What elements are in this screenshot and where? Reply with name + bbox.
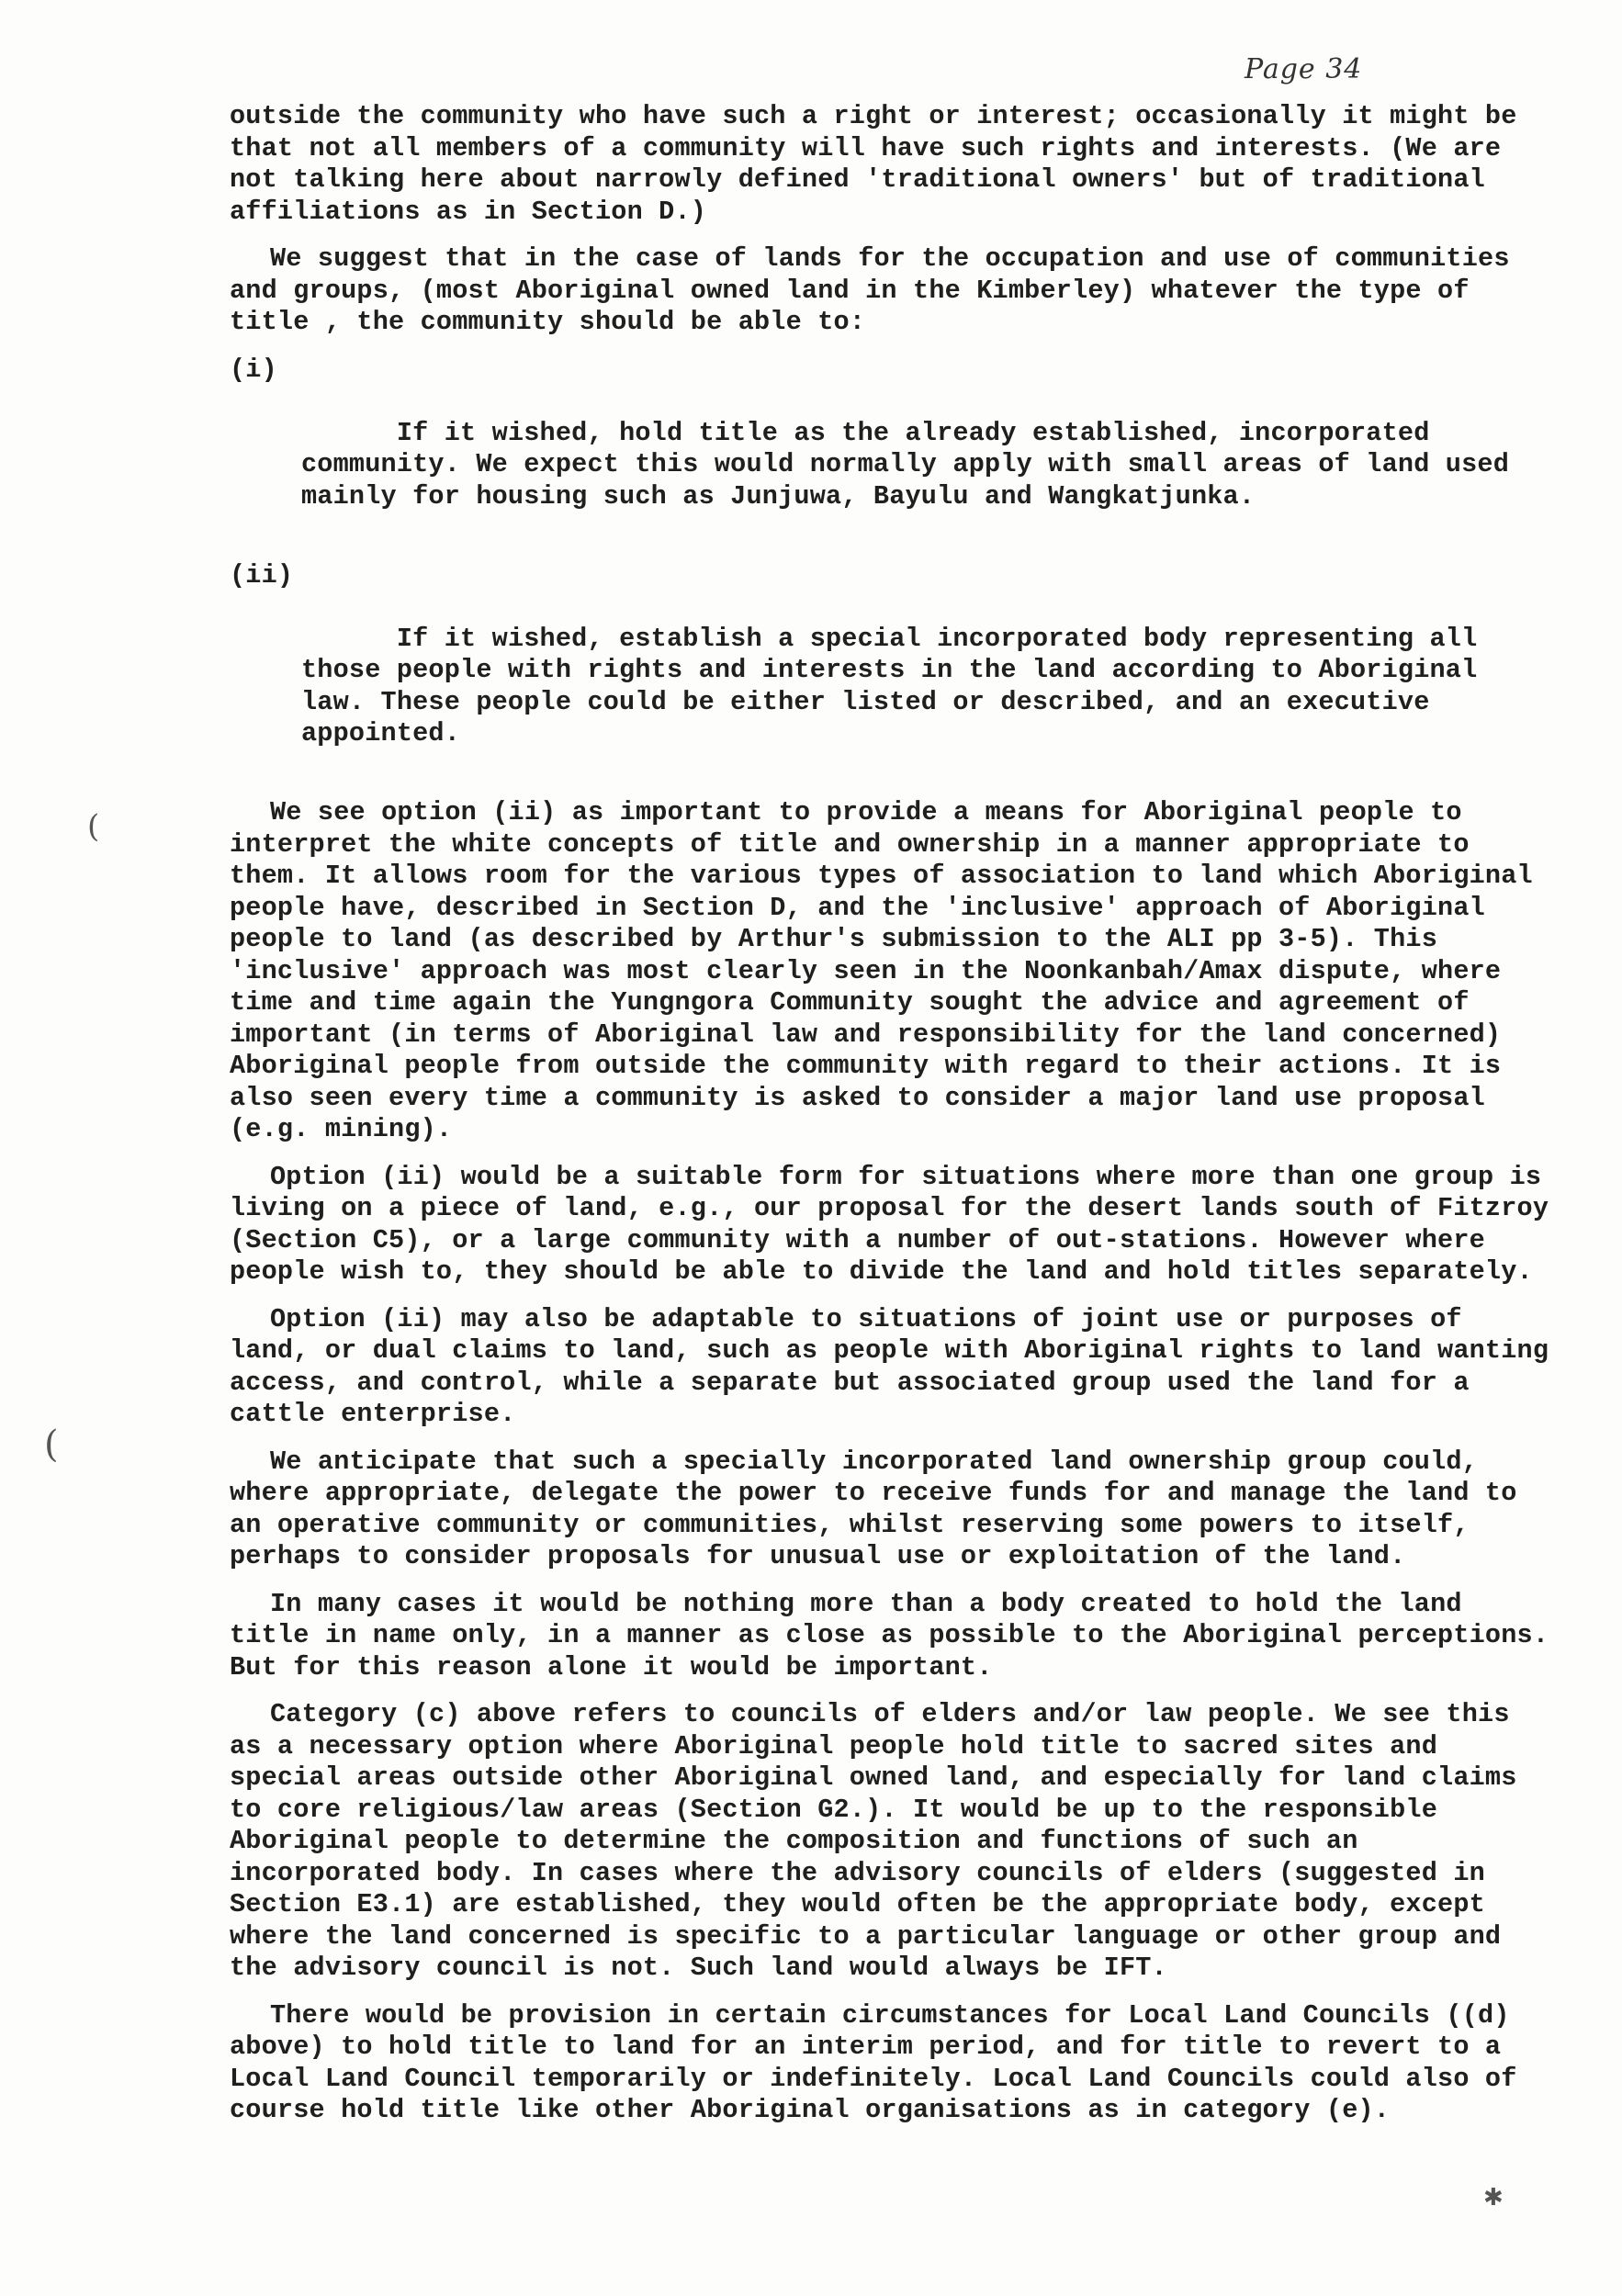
paragraph-option-ii-suitable: Option (ii) would be a suitable form for situations where more than one group is living on a piece of land, e.g., our proposal for the desert lands south of Fitzroy (Section C5), or a large community with a number of out-stations. However where people wish to, they should be able to divide the land and hold titles separately. xyxy=(230,1161,1565,1287)
paragraph-many-cases: In many cases it would be nothing more than a body created to hold the land title in name only, in a manner as close as possible to the Aboriginal perceptions. But for this reason alone it would be important. xyxy=(230,1588,1565,1683)
paragraph-suggestion: We suggest that in the case of lands for the occupation and use of communities and groups, (most Aboriginal owned land in the Kimberley) whatever the type of title , the community should be able to: xyxy=(230,243,1526,337)
list-marker-ii: (ii) xyxy=(230,559,294,591)
page-number: Page 34 xyxy=(1245,53,1363,85)
paragraph-option-ii-adaptable: Option (ii) may also be adaptable to situations of joint use or purposes of land, or dual claims to land, such as people with Aboriginal rights to land wanting access, and control, while a separate but associated group used the land for a cattle enterprise. xyxy=(230,1303,1565,1429)
body-text xyxy=(230,101,1565,2143)
paragraph-category-c: Category (c) above refers to councils of elders and/or law people. We see this as a necessary option where Aboriginal people hold title to sacred sites and special areas outside other Aboriginal owned land, and especially for land claims to core religious/law areas (Section G2.). It would be up to the responsible Aboriginal people to determine the composition and functions of such an incorporated body. In cases where the advisory councils of elders (suggested in Section E3.1) are established, they would often be the appropriate body, except where the land concerned is specific to a particular language or other group and the advisory council is not. Such land would always be IFT. xyxy=(230,1699,1533,1983)
list-item-option-i xyxy=(230,355,1552,545)
list-item-option-ii xyxy=(230,560,1552,782)
paragraph-anticipate: We anticipate that such a specially incorporated land ownership group could, where appropriate, delegate the power to receive funds for and manage the land to an operative community or communities, whilst reserving some powers to itself, perhaps to consider proposals for unusual use or exploitation of the land. xyxy=(230,1446,1533,1571)
paragraph-option-ii-importance: We see option (ii) as important to provide a means for Aboriginal people to interpret the white concepts of title and ownership in a manner appropriate to them. It allows room for the various types of association to land which Aboriginal people have, described in Section D, and the 'inclusive' approach of Aboriginal people to land (as described by Arthur's submission to the ALI pp 3-5). This 'inclusive' approach was most clearly seen in the Noonkanbah/Amax dispute, where time and time again the Yungngora Community sought the advice and agreement of important (in terms of Aboriginal law and responsibility for the land concerned) Aboriginal people from outside the community with regard to their actions. It is also seen every time a community is asked to consider a major land use proposal (e.g. mining). xyxy=(230,797,1549,1144)
list-item-text-i: If it wished, hold title as the already established, incorporated community. We expect this would normally apply with small areas of land used mainly for housing such as Junjuwa, Bayulu and Wangkatjunka. xyxy=(301,417,1526,512)
margin-bracket-mark: ( xyxy=(87,808,100,845)
paragraph-continuation: outside the community who have such a right or interest; occasionally it might be that not all members of a community will have such rights and interests. (We are not talking here about narrowly defined 'traditional owners' but of traditional affiliations as in Section D.) xyxy=(230,101,1533,227)
scan-speck-mark: ✱ xyxy=(1483,2184,1504,2212)
margin-bracket-mark: ( xyxy=(44,1424,59,1466)
list-item-text-ii: If it wished, establish a special incorporated body representing all those people with rights and interests in the land according to Aboriginal law. These people could be either listed or described, and an executive appointed. xyxy=(301,623,1493,748)
list-marker-i: (i) xyxy=(230,354,277,385)
paragraph-local-land-councils: There would be provision in certain circumstances for Local Land Councils ((d) above) to hold title to land for an interim period, and for title to revert to a Local Land Council temporarily or indefinitely. Local Land Councils could also of course hold title like other Aboriginal organisations as in category (e). xyxy=(230,1999,1533,2125)
